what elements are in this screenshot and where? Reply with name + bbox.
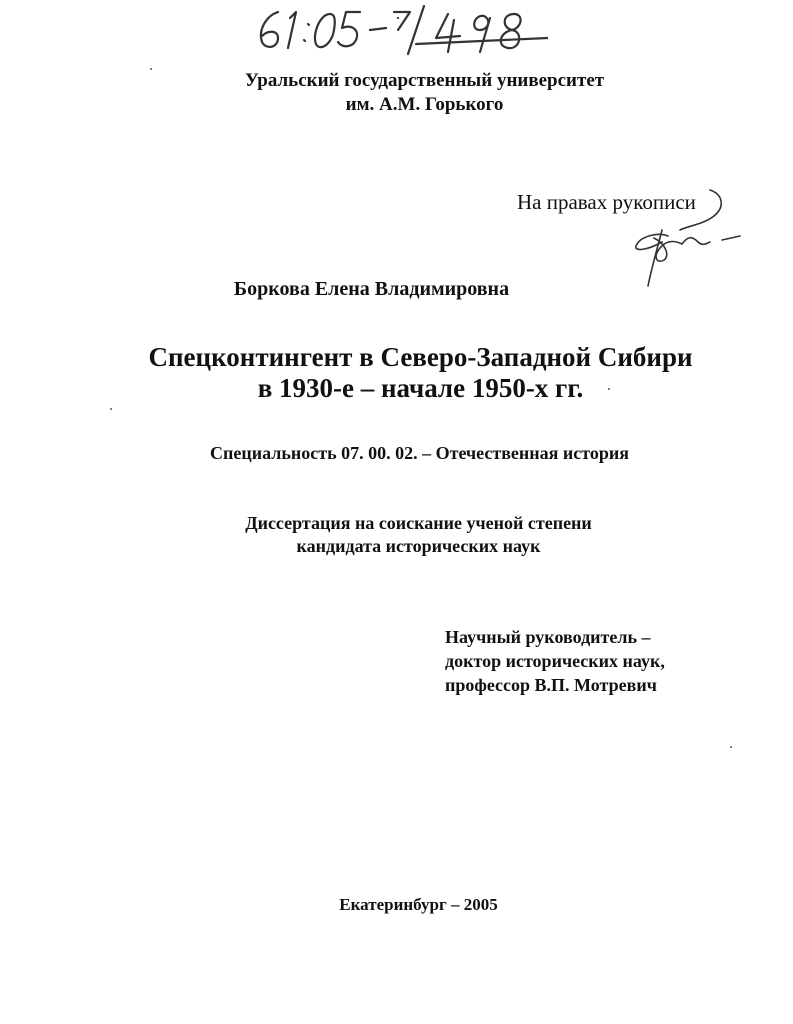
scan-speck (730, 746, 732, 748)
title-line-2: в 1930-е – начале 1950-х гг. (257, 373, 584, 403)
archive-number-drawing (248, 4, 548, 56)
university-name (28, 69, 793, 117)
supervisor-block (445, 625, 665, 697)
degree-line-1: Диссертация на соискание ученой степени (245, 513, 592, 533)
university-line-1: Уральский государственный университет (244, 70, 605, 91)
author-name: Боркова Елена Владимировна (233, 278, 510, 300)
manuscript-rights-note: На правах рукописи (517, 190, 696, 214)
degree-line-2: кандидата исторических наук (296, 536, 541, 556)
supervisor-line-3: профессор В.П. Мотревич (445, 675, 657, 695)
degree-statement (22, 512, 793, 558)
scan-speck (608, 388, 610, 390)
title-line-1: Спецконтингент в Северо-Западной Сибири (148, 342, 693, 372)
dissertation-title (24, 342, 793, 404)
signature-icon (618, 186, 743, 290)
scan-speck (150, 68, 152, 70)
signature-drawing (618, 186, 743, 290)
specialty: Специальность 07. 00. 02. – Отечественная история (210, 443, 629, 463)
scan-speck (110, 408, 112, 410)
university-line-2: им. А.М. Горького (345, 94, 504, 115)
supervisor-line-2: доктор исторических наук, (445, 651, 665, 671)
archive-number-handwritten (248, 4, 548, 56)
supervisor-line-1: Научный руководитель – (445, 627, 651, 647)
city-year: Екатеринбург – 2005 (339, 895, 498, 914)
